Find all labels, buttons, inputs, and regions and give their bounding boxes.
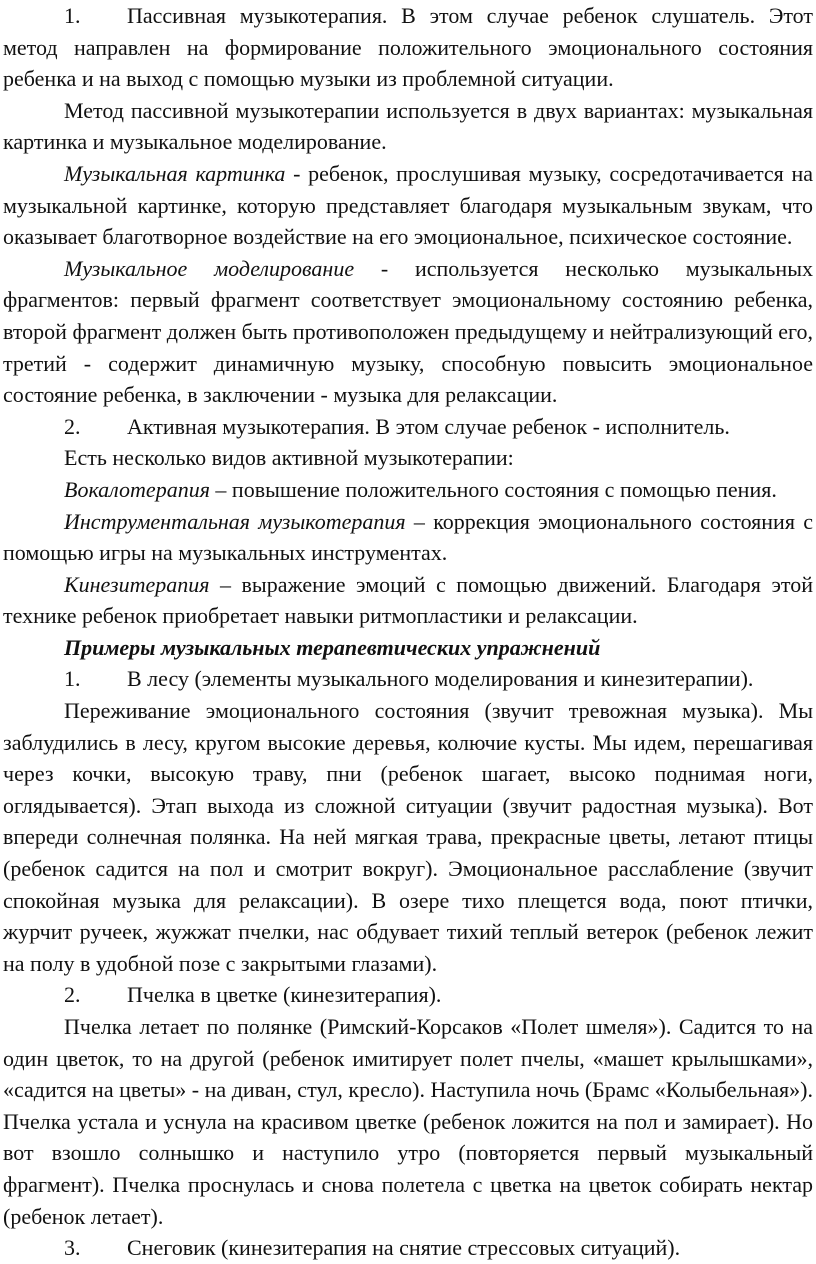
paragraph-text: Переживание эмоционального состояния (звучит тревожная музыка). Мы заблудились в лесу, кругом высокие деревья, колючие кусты. Мы идем, перешагивая через кочки, высокую траву, пни (ребенок шагает, высоко поднимая ноги, оглядывается). Этап выхода из сложной ситуации (звучит радостная музыка). Вот впереди солнечная полянка. На ней мягкая трава, прекрасные цветы, летают птицы (ребенок садится на пол и смотрит вокруг). Эмоциональное расслабление (звучит спокойная музыка для релаксации). В озере тихо плещется вода, поют птички, журчит ручеек, жужжат пчелки, нас обдувает тихий теплый ветерок (ребенок лежит на полу в удобной позе с закрытыми глазами). — [3, 698, 813, 976]
paragraph-text: – коррекция эмоционального состояния с помощью игры на музыкальных инструментах. — [3, 508, 813, 566]
paragraph-kinesitherapy — [3, 569, 813, 632]
term-kinesitherapy: Кинезитерапия — [64, 571, 210, 597]
list-number: 2. — [64, 413, 81, 439]
list-number: 3. — [64, 1235, 81, 1261]
term-instrumental-therapy: Инструментальная музыкотерапия — [64, 508, 406, 534]
paragraph-forest-exercise — [3, 695, 813, 979]
paragraph-text: – выражение эмоций с помощью движений. Благодаря этой технике ребенок приобретает навыки ритмопластики и релаксации. — [3, 571, 813, 629]
paragraph-text: Снеговик (кинезитерапия на снятие стрессовых ситуаций). — [127, 1235, 681, 1261]
list-item-active-music-therapy — [3, 411, 813, 443]
paragraph-vocal-therapy — [3, 474, 813, 506]
section-heading — [3, 632, 813, 664]
paragraph-text: В лесу (элементы музыкального моделирования и кинезитерапии). — [127, 666, 754, 692]
paragraph-active-kinds — [3, 442, 813, 474]
paragraph-musical-modeling — [3, 253, 813, 411]
list-item-snowman — [3, 1232, 813, 1264]
term-musical-modeling: Музыкальное моделирование — [64, 255, 355, 281]
list-number: 2. — [64, 982, 81, 1008]
heading-text: Примеры музыкальных терапевтических упражнений — [64, 634, 601, 660]
paragraph-text: Пчелка летает по полянке (Римский-Корсаков «Полет шмеля»). Садится то на один цветок, то на другой (ребенок имитирует полет пчелы, «машет крылышками», «садится на цветы» - на диван, стул, кресло). Наступила ночь (Брамс «Колыбельная»). Пчелка устала и уснула на красивом цветке (ребенок ложится на пол и замирает). Но вот взошло солнышко и наступило утро (повторяется первый музыкальный фрагмент). Пчелка проснулась и снова полетела с цветка на цветок собирать нектар (ребенок летает). — [3, 1014, 813, 1229]
term-musical-picture: Музыкальная картинка — [64, 160, 286, 186]
paragraph-text: Пчелка в цветке (кинезитерапия). — [127, 982, 442, 1008]
paragraph-text: Пассивная музыкотерапия. В этом случае ребенок слушатель. Этот метод направлен на формирование положительного эмоционального состояния ребенка и на выход с помощью музыки из проблемной ситуации. — [3, 3, 813, 92]
paragraph-text: Метод пассивной музыкотерапии используется в двух вариантах: музыкальная картинка и музыкальное моделирование. — [3, 97, 813, 155]
list-item-in-the-forest — [3, 663, 813, 695]
paragraph-text: Есть несколько видов активной музыкотерапии: — [64, 445, 514, 471]
paragraph-text: - ребенок, прослушивая музыку, сосредотачивается на музыкальной картинке, которую представляет благодаря музыкальным звукам, что оказывает благотворное воздействие на его эмоциональное, психическое состояние. — [3, 160, 813, 250]
paragraph-instrumental-therapy — [3, 506, 813, 569]
list-item-passive-music-therapy — [3, 0, 813, 95]
paragraph-text: - используется несколько музыкальных фрагментов: первый фрагмент соответствует эмоциональному состоянию ребенка, второй фрагмент должен быть противоположен предыдущему и нейтрализующий его, третий - содержит динамичную музыку, способную повысить эмоциональное состояние ребенка, в заключении - музыка для релаксации. — [3, 255, 813, 408]
paragraph-passive-method — [3, 95, 813, 158]
list-number: 1. — [64, 3, 81, 28]
paragraph-text: Активная музыкотерапия. В этом случае ребенок - исполнитель. — [127, 413, 730, 439]
paragraph-musical-picture — [3, 158, 813, 253]
list-item-bee-in-flower — [3, 979, 813, 1011]
term-vocal-therapy: Вокалотерапия — [64, 476, 210, 502]
paragraph-text: – повышение положительного состояния с помощью пения. — [209, 476, 777, 502]
list-number: 1. — [64, 666, 81, 692]
paragraph-bee-exercise — [3, 1011, 813, 1232]
